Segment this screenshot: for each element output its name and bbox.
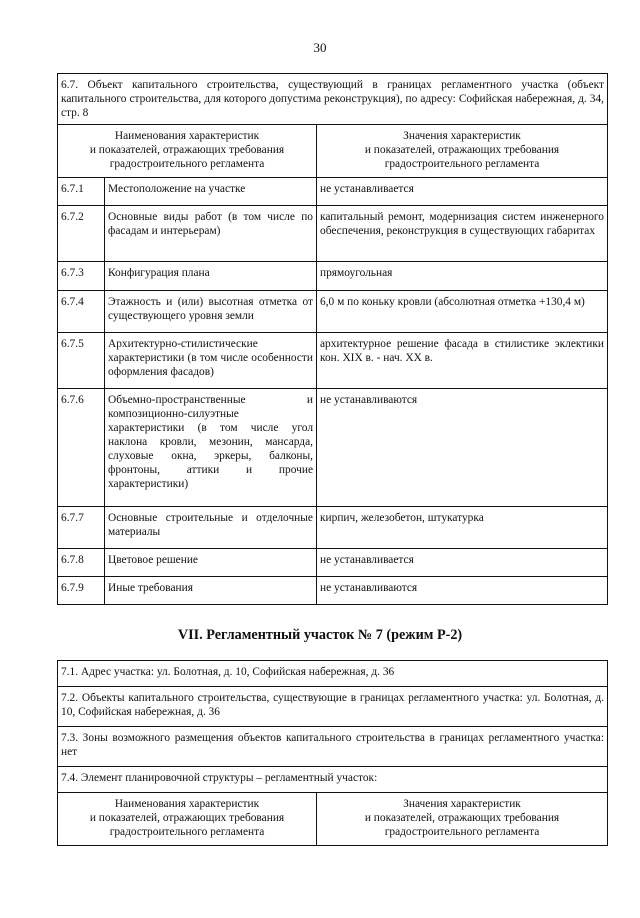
header-values: Значения характеристик и показателей, отражающих требования градостроительного регламента (317, 125, 608, 178)
table-row (58, 687, 608, 727)
row-value: кирпич, железобетон, штукатурка (317, 507, 608, 549)
plot-address: 7.1. Адрес участка: ул. Болотная, д. 10, Софийская набережная, д. 36 (58, 661, 608, 687)
table-row (58, 389, 608, 507)
row-name: Этажность и (или) высотная отметка от существующего уровня земли (105, 291, 317, 333)
table-row (58, 661, 608, 687)
page-number: 30 (313, 40, 327, 55)
row-name: Конфигурация плана (105, 262, 317, 291)
table-header-row (58, 125, 608, 178)
row-number: 6.7.8 (58, 549, 105, 577)
plot-existing-objects: 7.2. Объекты капитального строительства, существующие в границах регламентного участка: ул. Болотная, д. 10, Софийская набережная, д. 36 (58, 687, 608, 727)
table-row (58, 767, 608, 793)
table-row (58, 549, 608, 577)
row-value: не устанавливаются (317, 577, 608, 605)
row-number: 6.7.7 (58, 507, 105, 549)
section-title: VII. Регламентный участок № 7 (режим Р-2) (177, 627, 463, 643)
row-value: архитектурное решение фасада в стилистике эклектики кон. XIX в. - нач. XX в. (317, 333, 608, 389)
row-name: Архитектурно-стилистические характеристики (в том числе особенности оформления фасадов) (105, 333, 317, 389)
table-row (58, 577, 608, 605)
header-characteristics: Наименования характеристик и показателей, отражающих требования градостроительного регламента (58, 793, 317, 846)
table-row (58, 262, 608, 291)
row-name: Иные требования (105, 577, 317, 605)
row-number: 6.7.1 (58, 178, 105, 206)
table-row (58, 333, 608, 389)
table-row (58, 206, 608, 262)
table-row (58, 727, 608, 767)
table-intro-row (58, 74, 608, 125)
row-number: 6.7.9 (58, 577, 105, 605)
table-row (58, 507, 608, 549)
object-6-7-table (57, 73, 608, 605)
row-number: 6.7.3 (58, 262, 105, 291)
row-value: не устанавливается (317, 549, 608, 577)
row-value: не устанавливается (317, 178, 608, 206)
table-row (58, 291, 608, 333)
row-name: Цветовое решение (105, 549, 317, 577)
row-value: капитальный ремонт, модернизация систем инженерного обеспечения, реконструкция в существующих габаритах (317, 206, 608, 262)
row-value: прямоугольная (317, 262, 608, 291)
table-row (58, 178, 608, 206)
header-characteristics: Наименования характеристик и показателей, отражающих требования градостроительного регламента (58, 125, 317, 178)
row-number: 6.7.5 (58, 333, 105, 389)
row-name: Объемно-пространственные и композиционно-силуэтные характеристики (в том числе угол наклона кровли, мезонин, мансарда, слуховые окна, эркеры, балконы, фронтоны, аттики и прочие характеристики) (105, 389, 317, 507)
header-values: Значения характеристик и показателей, отражающих требования градостроительного регламента (317, 793, 608, 846)
plot-placement-zones: 7.3. Зоны возможного размещения объектов капитального строительства в границах регламентного участка: нет (58, 727, 608, 767)
row-number: 6.7.4 (58, 291, 105, 333)
plot-7-table (57, 660, 608, 846)
table-header-row (58, 793, 608, 846)
row-name: Местоположение на участке (105, 178, 317, 206)
object-6-7-intro: 6.7. Объект капитального строительства, существующий в границах регламентного участка (объект капитального строительства, для которого допустима реконструкция), по адресу: Софийская набережная, д. 34, стр. 8 (58, 74, 608, 125)
row-number: 6.7.2 (58, 206, 105, 262)
row-name: Основные строительные и отделочные материалы (105, 507, 317, 549)
row-value: 6,0 м по коньку кровли (абсолютная отметка +130,4 м) (317, 291, 608, 333)
row-number: 6.7.6 (58, 389, 105, 507)
row-value: не устанавливаются (317, 389, 608, 507)
row-name: Основные виды работ (в том числе по фасадам и интерьерам) (105, 206, 317, 262)
plot-planning-element: 7.4. Элемент планировочной структуры – регламентный участок: (58, 767, 608, 793)
